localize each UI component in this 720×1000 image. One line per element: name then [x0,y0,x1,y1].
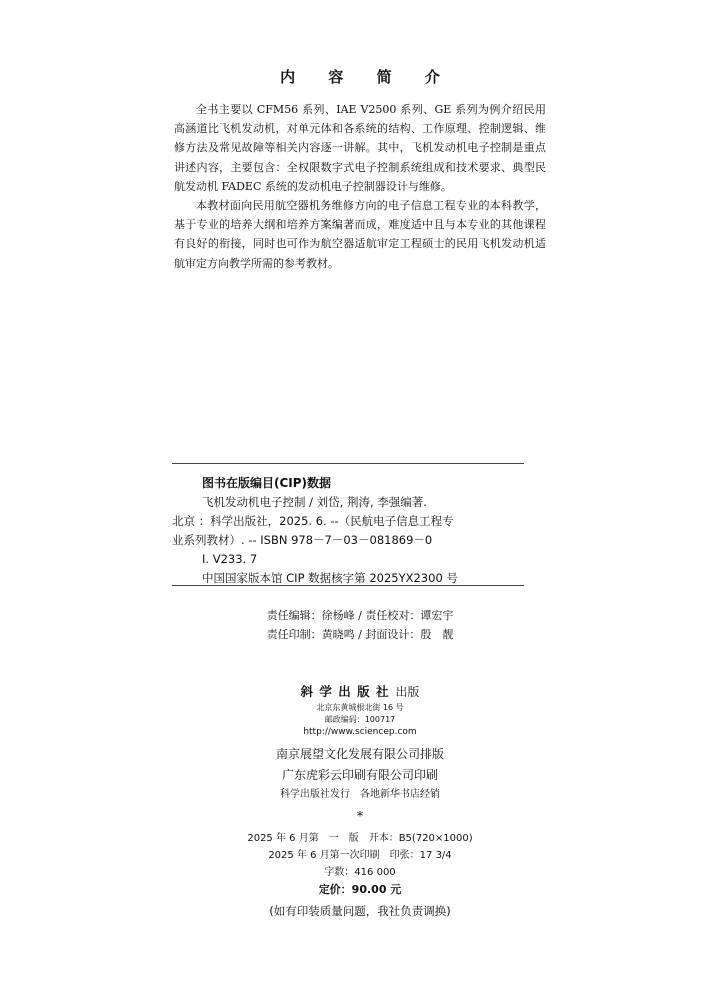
cip-top-rule [172,463,524,464]
publisher-name: 斜 学 出 版 社 [300,684,390,699]
distribution-line: 科学出版社发行 各地新华书店经销 [280,789,440,800]
publisher-postcode: 邮政编码：100717 [324,715,396,724]
page-title: 内 容 简 介 [280,68,454,86]
cip-line: 飞机发动机电子控制 / 刘岱, 荆涛, 李强编著. [202,495,427,509]
publisher-website: http://www.sciencep.com [303,727,417,737]
quality-note: (如有印装质量问题，我社负责调换) [269,904,451,918]
price: 定价：90.00 元 [318,883,402,896]
summary-text [174,100,546,273]
cip-line: 北京 ：科学出版社，2025. 6. --（民航电子信息工程专 [172,514,454,528]
editor-line: 责任编辑：徐杨峰 / 责任校对：谭宏宇 [266,609,454,622]
print-info-line: 2025 年 6 月第一次印刷 印张：17 3/4 [268,850,452,861]
publisher-line [0,682,720,700]
typesetter-line: 南京展望文化发展有限公司排版 [275,747,444,761]
editor-line: 责任印制：黄晓鸣 / 封面设计：殷 靓 [266,628,454,641]
cip-line: Ⅰ. V233. 7 [202,552,258,566]
print-info-line: 2025 年 6 月第 一 版 开本：B5(720×1000) [247,833,473,844]
cip-line: 业系列教材）. -- ISBN 978－7－03－081869－0 [172,533,433,547]
cip-block [172,493,524,588]
summary-paragraph: 全书主要以 CFM56 系列、IAE V2500 系列、GE 系列为例介绍民用高涵道比飞机发动机，对单元体和各系统的结构、工作原理、控制逻辑、维修方法及常见故障等相关内容逐一讲解。其中，飞机发动机电子控制是重点讲述内容，主要包含：全权限数字式电子控制系统组成和技术要求、典型民航发动机 FADEC 系统的发动机电子控制器设计与维修。 [174,103,546,193]
print-info-line: 字数：416 000 [324,867,396,878]
summary-paragraph: 本教材面向民用航空器机务维修方向的电子信息工程专业的本科教学，基于专业的培养大纲和培养方案编著而成，难度适中且与本专业的其他课程有良好的衔接，同时也可作为航空器适航审定工程硕士的民用飞机发动机适航审定方向教学所需的参考教材。 [174,199,546,270]
publisher-suffix: 出版 [395,685,420,699]
cip-line: 中国国家版本馆 CIP 数据核字第 2025YX2300 号 [202,571,458,585]
cip-heading: 图书在版编目(CIP)数据 [202,476,332,490]
printer-line: 广东虎彩云印刷有限公司印刷 [281,768,438,782]
publisher-address: 北京东黄城根北街 16 号 [316,703,404,712]
separator-star: * [357,809,363,823]
cip-bottom-rule [172,585,524,586]
